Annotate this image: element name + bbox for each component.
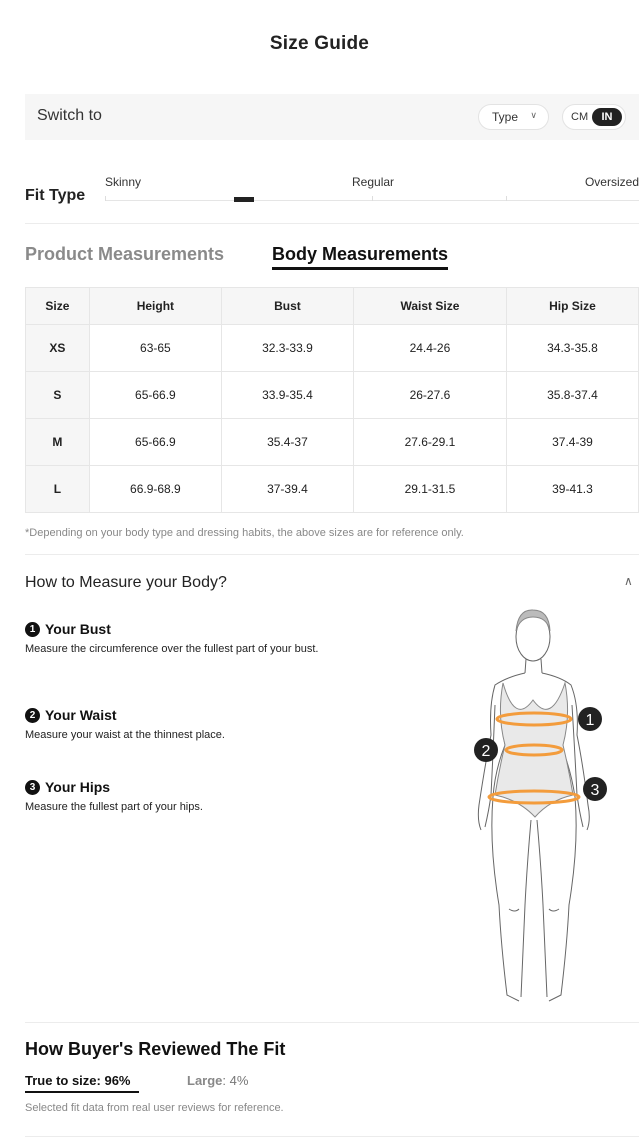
table-cell: 39-41.3 [506, 466, 638, 513]
table-cell: 65-66.9 [89, 372, 221, 419]
table-row [26, 419, 639, 466]
fit-option-skinny: Skinny [105, 175, 142, 189]
table-cell: 35.4-37 [221, 419, 353, 466]
divider [25, 554, 639, 555]
active-tab-indicator [272, 267, 448, 270]
column-header: Hip Size [506, 288, 638, 325]
divider [25, 223, 639, 224]
fit-type-label: Fit Type [25, 187, 86, 204]
measure-step-waist [25, 707, 345, 742]
chevron-down-icon: ∨ [530, 110, 537, 120]
column-header: Waist Size [353, 288, 506, 325]
size-cell: L [26, 466, 90, 513]
column-header: Height [89, 288, 221, 325]
table-cell: 29.1-31.5 [353, 466, 506, 513]
table-cell: 32.3-33.9 [221, 325, 353, 372]
tab-body-measurements[interactable]: Body Measurements [272, 244, 449, 264]
active-stat-indicator [25, 1091, 139, 1093]
large-stat-value: : 4% [222, 1073, 249, 1088]
unit-in-option[interactable]: IN [592, 108, 622, 126]
table-cell: 66.9-68.9 [89, 466, 221, 513]
fit-option-oversized: Oversized [584, 175, 639, 189]
step-number: 2 [25, 708, 40, 723]
unit-toggle[interactable] [562, 104, 626, 130]
step-description: Measure the fullest part of your hips. [25, 801, 203, 813]
table-cell: 37.4-39 [506, 419, 638, 466]
measure-step-bust [25, 621, 345, 656]
column-header: Size [26, 288, 90, 325]
table-header-row [26, 288, 639, 325]
table-row [26, 372, 639, 419]
how-to-measure-title[interactable]: How to Measure your Body? [25, 574, 227, 591]
chevron-up-icon[interactable]: ∧ [624, 574, 633, 588]
fit-marker [234, 197, 254, 202]
size-cell: XS [26, 325, 90, 372]
size-cell: S [26, 372, 90, 419]
unit-switch-bar [25, 94, 639, 140]
step-title: Your Waist [45, 707, 117, 723]
page-title: Size Guide [269, 33, 370, 54]
type-select[interactable] [478, 104, 549, 130]
tab-product-measurements[interactable]: Product Measurements [25, 244, 225, 264]
table-cell: 24.4-26 [353, 325, 506, 372]
step-number: 3 [25, 780, 40, 795]
table-cell: 33.9-35.4 [221, 372, 353, 419]
table-cell: 63-65 [89, 325, 221, 372]
measure-step-hips [25, 779, 345, 814]
step-number: 1 [25, 622, 40, 637]
fit-scale-tick [372, 196, 373, 201]
step-description: Measure your waist at the thinnest place. [25, 729, 225, 741]
fit-scale-tick [506, 196, 507, 201]
figure-label-2: 2 [481, 743, 491, 760]
size-table [25, 287, 639, 513]
table-row [26, 466, 639, 513]
table-cell: 35.8-37.4 [506, 372, 638, 419]
table-cell: 37-39.4 [221, 466, 353, 513]
figure-label-3: 3 [590, 782, 600, 799]
large-stat-label: Large [187, 1073, 223, 1088]
divider [25, 1022, 639, 1023]
switch-label: Switch to [37, 107, 102, 124]
large-stat[interactable] [187, 1073, 248, 1088]
step-title: Your Hips [45, 779, 111, 795]
fit-scale-tick [105, 196, 106, 201]
figure-label-1: 1 [585, 712, 595, 729]
review-fit-title: How Buyer's Reviewed The Fit [25, 1039, 286, 1059]
fit-type-scale [105, 175, 639, 205]
step-description: Measure the circumference over the fullest part of your bust. [25, 643, 319, 655]
table-row [26, 325, 639, 372]
size-cell: M [26, 419, 90, 466]
divider [25, 1136, 639, 1137]
type-select-value: Type [492, 110, 519, 124]
size-disclaimer: *Depending on your body type and dressing habits, the above sizes are for reference only. [25, 527, 464, 539]
table-cell: 34.3-35.8 [506, 325, 638, 372]
step-title: Your Bust [45, 621, 111, 637]
table-cell: 65-66.9 [89, 419, 221, 466]
true-to-size-stat[interactable]: True to size: 96% [25, 1073, 131, 1088]
table-cell: 27.6-29.1 [353, 419, 506, 466]
unit-cm-option[interactable]: CM [571, 111, 589, 123]
column-header: Bust [221, 288, 353, 325]
table-cell: 26-27.6 [353, 372, 506, 419]
body-measurement-figure [455, 605, 639, 1010]
review-note: Selected fit data from real user reviews for reference. [25, 1102, 284, 1114]
fit-option-regular: Regular [352, 175, 395, 189]
